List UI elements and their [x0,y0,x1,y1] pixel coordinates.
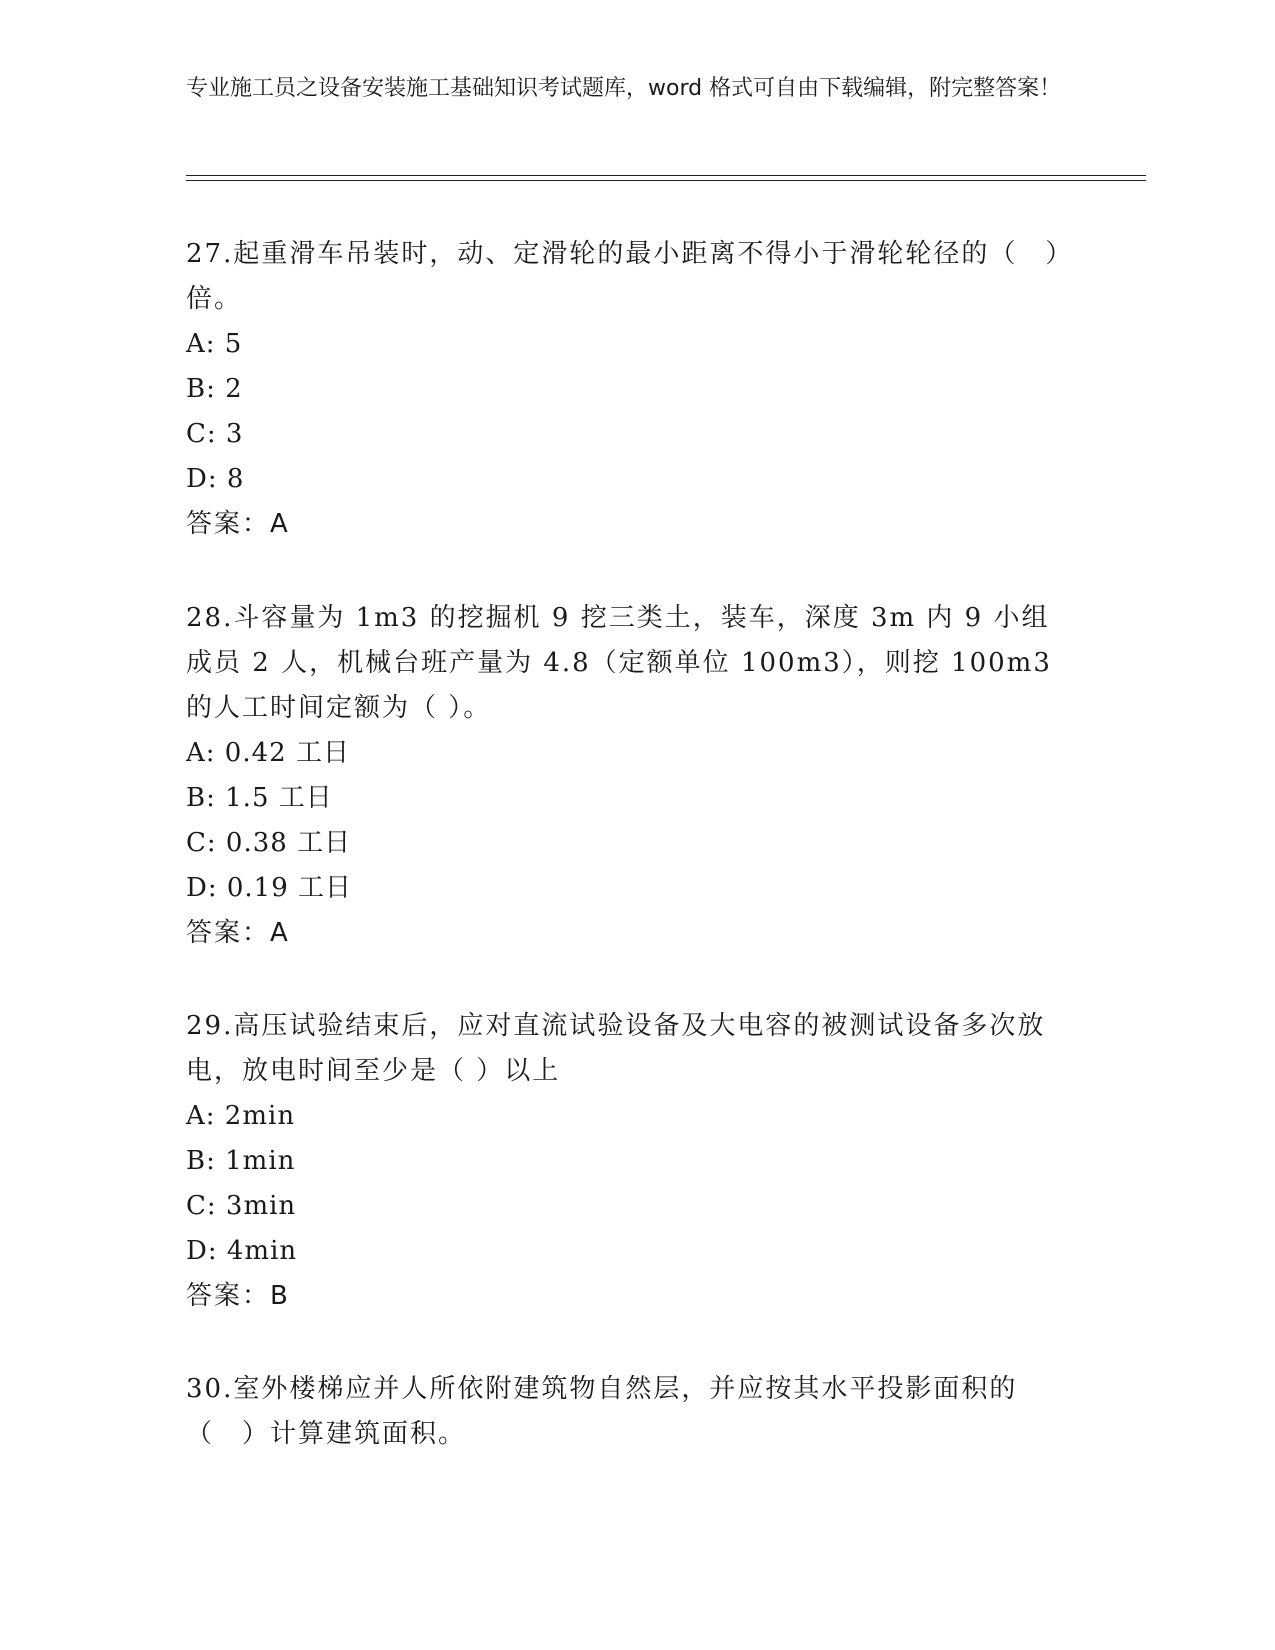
question-text: 29.高压试验结束后，应对直流试验设备及大电容的被测试设备多次放电，放电时间至少是（ ）以上 [186,1011,1046,1086]
document-header: 专业施工员之设备安装施工基础知识考试题库，word 格式可自由下载编辑，附完整答案！ [186,76,1062,101]
header-rule-top [186,175,1146,176]
option-d: D: 4min [186,1236,298,1266]
header-rule-bottom [186,180,1146,181]
option-b: B: 1.5 工日 [186,783,333,813]
answer: 答案：B [186,1281,290,1311]
question-27 [186,232,1066,547]
question-text: 28.斗容量为 1m3 的挖掘机 9 挖三类土，装车，深度 3m 内 9 小组成员 2 人，机械台班产量为 4.8（定额单位 100m3），则挖 100m3 的人工时间定额为（ ）。 [186,603,1052,723]
option-c: C: 0.38 工日 [186,828,352,858]
option-c: C: 3 [186,419,244,449]
question-text: 30.室外楼梯应并人所依附建筑物自然层，并应按其水平投影面积的（ ）计算建筑面积。 [186,1374,1018,1449]
option-b: B: 1min [186,1146,296,1176]
option-b: B: 2 [186,374,243,404]
question-29 [186,1004,1066,1319]
question-text: 27.起重滑车吊装时，动、定滑轮的最小距离不得小于滑轮轮径的（ ）倍。 [186,239,1061,314]
option-a: A: 0.42 工日 [186,738,350,768]
option-d: D: 0.19 工日 [186,873,353,903]
answer: 答案：A [186,918,290,948]
option-d: D: 8 [186,464,245,494]
answer: 答案：A [186,509,290,539]
option-a: A: 2min [186,1101,296,1131]
option-a: A: 5 [186,329,243,359]
question-28 [186,596,1066,956]
option-c: C: 3min [186,1191,297,1221]
question-30 [186,1367,1066,1457]
